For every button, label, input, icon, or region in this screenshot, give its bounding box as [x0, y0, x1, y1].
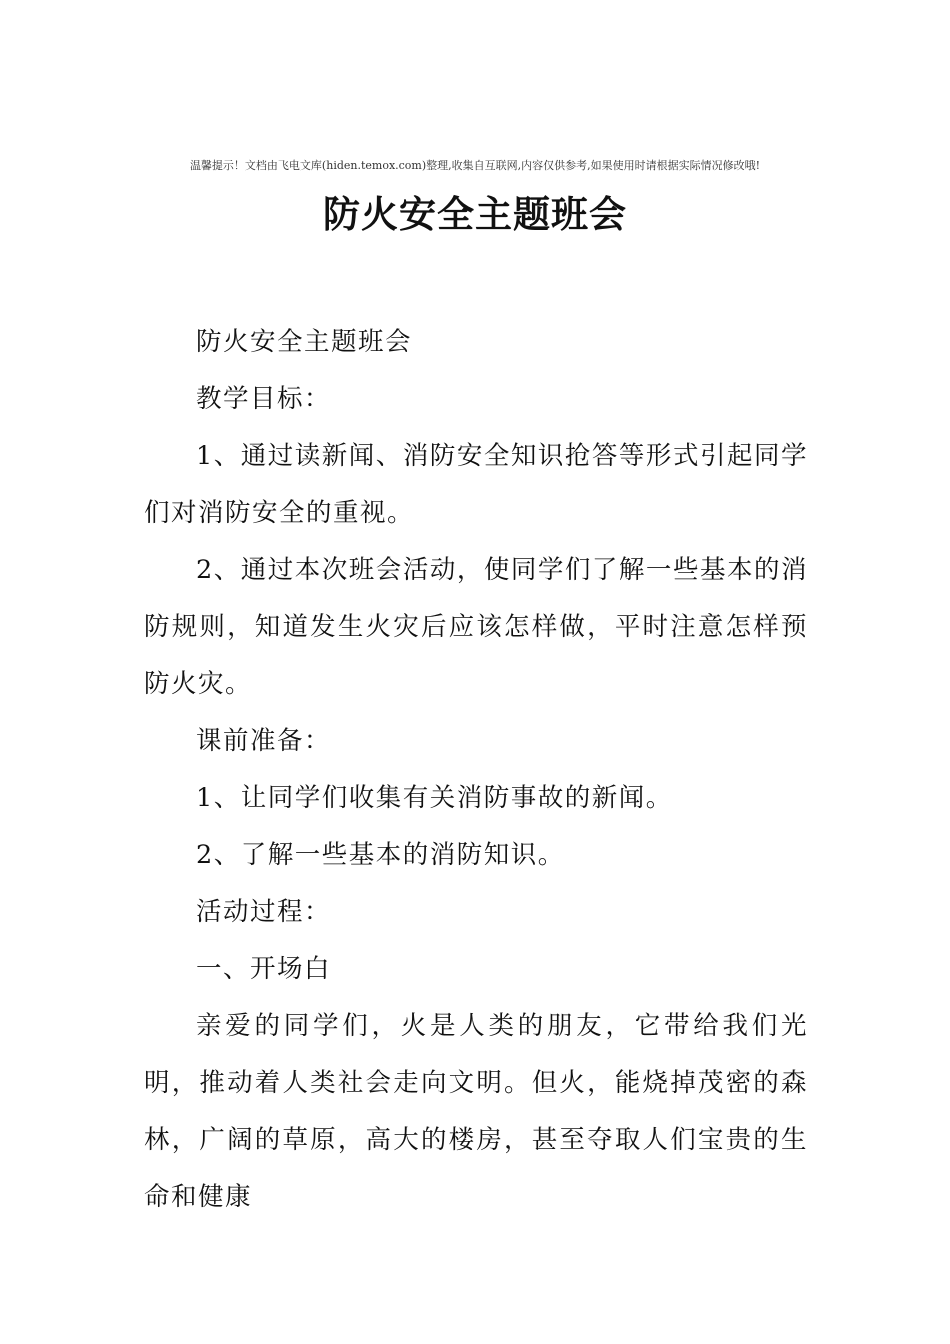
- paragraph-preparation-1: 1、让同学们收集有关消防事故的新闻。: [196, 783, 673, 813]
- paragraph-section-opening: 一、开场白: [196, 954, 332, 984]
- paragraph-heading-process: 活动过程：: [196, 897, 332, 927]
- document-title: 防火安全主题班会: [323, 192, 627, 236]
- paragraph-heading-objectives: 教学目标：: [196, 384, 332, 414]
- paragraph-opening-text: 亲爱的同学们，火是人类的朋友，它带给我们光明，推动着人类社会走向文明。但火，能烧掉茂密的森林，广阔的草原，高大的楼房，甚至夺取人们宝贵的生命和健康: [144, 1011, 808, 1212]
- paragraph-subtitle: 防火安全主题班会: [196, 327, 413, 357]
- header-notice: 温馨提示！文档由飞电文库(hiden.temox.com)整理,收集自互联网,内容仅供参考,如果使用时请根据实际情况修改哦!: [189, 159, 761, 172]
- paragraph-heading-preparation: 课前准备：: [196, 726, 332, 756]
- paragraph-preparation-2: 2、了解一些基本的消防知识。: [196, 840, 565, 870]
- paragraph-objective-2: 2、通过本次班会活动，使同学们了解一些基本的消防规则，知道发生火灾后应该怎样做，平时注意怎样预防火灾。: [144, 555, 808, 699]
- paragraph-objective-1: 1、通过读新闻、消防安全知识抢答等形式引起同学们对消防安全的重视。: [144, 441, 808, 528]
- document-body: [144, 314, 808, 1226]
